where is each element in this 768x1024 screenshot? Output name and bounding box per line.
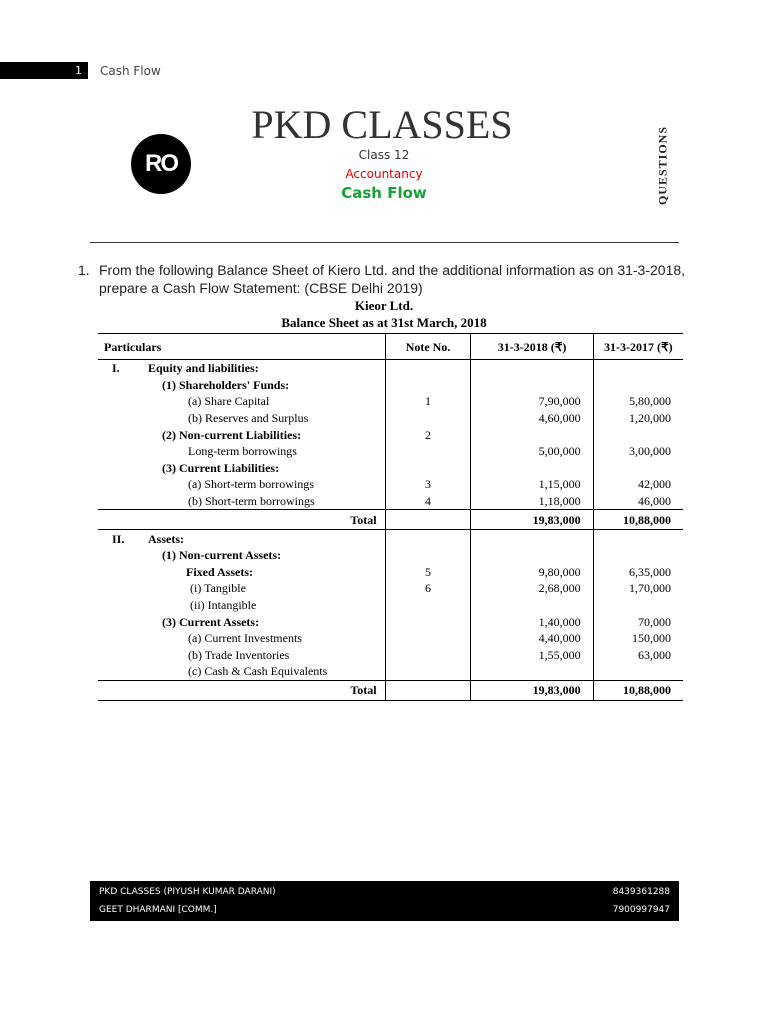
total-2018: 19,83,000: [471, 680, 593, 700]
particulars-cell: [98, 564, 385, 581]
section-heading-row: [98, 360, 683, 377]
footer-bar: [90, 881, 679, 921]
col-header-2017: 31-3-2017 (₹): [593, 334, 683, 360]
particulars-cell: [98, 443, 385, 460]
note-cell: [385, 597, 471, 614]
particulars-cell: [98, 493, 385, 510]
table-row: [98, 493, 683, 510]
question-text: From the following Balance Sheet of Kiero Ltd. and the additional information as on 31-3-2018, prepare a Cash Flow Statement: (CBSE Delhi 2019): [99, 262, 686, 296]
col-header-particulars: Particulars: [98, 334, 385, 360]
row-label: (b) Reserves and Surplus: [188, 411, 309, 426]
note-cell: [385, 547, 471, 564]
value-2017-cell: [593, 360, 683, 377]
particulars-cell: [98, 613, 385, 630]
value-2018-cell: 1,18,000: [471, 493, 593, 510]
table-row: [98, 663, 683, 680]
value-2018-cell: 1,40,000: [471, 613, 593, 630]
value-2018-cell: 2,68,000: [471, 580, 593, 597]
table-row: [98, 426, 683, 443]
particulars-cell: [98, 476, 385, 493]
particulars-cell: [98, 647, 385, 664]
row-label: (3) Current Assets:: [162, 614, 260, 629]
section-heading: Assets:: [148, 531, 184, 546]
note-cell: 6: [385, 580, 471, 597]
note-cell: [385, 630, 471, 647]
note-cell: [385, 530, 471, 547]
particulars-cell: [98, 393, 385, 410]
value-2018-cell: [471, 377, 593, 394]
value-2017-cell: 1,20,000: [629, 411, 671, 426]
value-2018-cell: 1,15,000: [471, 476, 593, 493]
topic-line: Cash Flow: [341, 184, 427, 202]
value-2017-cell: [593, 426, 683, 443]
value-2018-cell: 4,40,000: [471, 630, 593, 647]
footer-phone-1: 8439361288: [612, 887, 670, 897]
total-2017: 10,88,000: [593, 510, 683, 530]
total-row: [98, 510, 683, 530]
value-2017-cell: [593, 530, 683, 547]
row-label: (2) Non-current Liabilities:: [162, 427, 302, 442]
value-2018-cell: [471, 530, 593, 547]
col-header-2018: 31-3-2018 (₹): [471, 334, 593, 360]
balance-sheet-table: [98, 333, 683, 701]
value-2017-cell: 70,000: [638, 614, 671, 629]
row-label: (ii) Intangible: [190, 598, 257, 613]
value-2018-cell: [471, 597, 593, 614]
value-2017-cell: 46,000: [638, 494, 671, 509]
total-label: Total: [98, 680, 385, 700]
footer-left-line1: PKD CLASSES (PIYUSH KUMAR DARANI): [99, 887, 276, 897]
value-2018-cell: [471, 547, 593, 564]
row-label: (3) Current Liabilities:: [162, 460, 280, 475]
particulars-cell: [98, 580, 385, 597]
row-label: (a) Current Investments: [188, 631, 302, 646]
value-2017-cell: 5,80,000: [629, 394, 671, 409]
row-label: (c) Cash & Cash Equivalents: [188, 664, 328, 679]
value-2018-cell: [471, 426, 593, 443]
table-row: [98, 547, 683, 564]
note-cell: [385, 443, 471, 460]
row-label: Fixed Assets:: [186, 564, 253, 579]
class-line: Class 12: [358, 148, 410, 162]
row-label: (i) Tangible: [190, 581, 246, 596]
table-row: [98, 377, 683, 394]
row-label: Long-term borrowings: [188, 444, 297, 459]
particulars-cell: [98, 410, 385, 427]
note-cell: [385, 510, 471, 530]
note-cell: 5: [385, 564, 471, 581]
table-row: [98, 580, 683, 597]
particulars-cell: [98, 547, 385, 564]
subject-line: Accountancy: [345, 167, 423, 181]
value-2018-cell: 7,90,000: [471, 393, 593, 410]
table-row: [98, 393, 683, 410]
value-2018-cell: 5,00,000: [471, 443, 593, 460]
value-2017-cell: 63,000: [638, 647, 671, 662]
company-name: Kieor Ltd.: [354, 298, 414, 313]
note-cell: [385, 663, 471, 680]
note-cell: 4: [385, 493, 471, 510]
note-cell: [385, 613, 471, 630]
question-1: [78, 261, 688, 297]
section-heading-cell: [98, 530, 385, 547]
value-2018-cell: 4,60,000: [471, 410, 593, 427]
value-2017-cell: 42,000: [638, 477, 671, 492]
total-label: Total: [98, 510, 385, 530]
particulars-cell: [98, 597, 385, 614]
value-2017-cell: [593, 597, 683, 614]
particulars-cell: [98, 377, 385, 394]
particulars-cell: [98, 460, 385, 477]
note-cell: 2: [385, 426, 471, 443]
particulars-cell: [98, 630, 385, 647]
value-2017-cell: [593, 377, 683, 394]
note-cell: [385, 647, 471, 664]
table-row: [98, 476, 683, 493]
total-2018: 19,83,000: [471, 510, 593, 530]
table-row: [98, 564, 683, 581]
value-2017-cell: 3,00,000: [629, 444, 671, 459]
brand-name-text: PKD CLASSES: [251, 102, 513, 147]
table-row: [98, 443, 683, 460]
table-row: [98, 597, 683, 614]
page-number: 1: [75, 64, 82, 77]
value-2018-cell: [471, 360, 593, 377]
row-label: (1) Non-current Assets:: [162, 548, 282, 563]
footer-phone-2: 7900997947: [612, 905, 670, 915]
table-row: [98, 630, 683, 647]
note-cell: [385, 360, 471, 377]
value-2018-cell: 1,55,000: [471, 647, 593, 664]
row-label: (a) Short-term borrowings: [188, 477, 314, 492]
row-label: (b) Short-term borrowings: [188, 494, 315, 509]
header-title: Cash Flow: [100, 64, 161, 78]
value-2018-cell: [471, 663, 593, 680]
section-roman: II.: [112, 531, 125, 546]
footer-left-line2: GEET DHARMANI [COMM.]: [99, 905, 217, 915]
table-row: [98, 460, 683, 477]
col-header-note: Note No.: [385, 334, 471, 360]
section-heading: Equity and liabilities:: [148, 361, 259, 376]
value-2018-cell: [471, 460, 593, 477]
section-roman: I.: [112, 361, 120, 376]
row-label: (a) Share Capital: [188, 394, 270, 409]
value-2017-cell: [593, 460, 683, 477]
value-2017-cell: 150,000: [632, 631, 671, 646]
brand-name: [0, 101, 768, 148]
value-2017-cell: 6,35,000: [629, 564, 671, 579]
row-label: (b) Trade Inventories: [188, 647, 290, 662]
particulars-cell: [98, 426, 385, 443]
row-label: (1) Shareholders' Funds:: [162, 377, 290, 392]
total-2017: 10,88,000: [593, 680, 683, 700]
note-cell: 1: [385, 393, 471, 410]
particulars-cell: [98, 663, 385, 680]
total-row: [98, 680, 683, 700]
value-2017-cell: [593, 547, 683, 564]
table-row: [98, 647, 683, 664]
value-2017-cell: 1,70,000: [629, 581, 671, 596]
brand-logo: RO: [131, 134, 191, 194]
value-2017-cell: [593, 663, 683, 680]
question-number: 1.: [78, 262, 90, 278]
table-header-row: [98, 334, 683, 360]
note-cell: [385, 410, 471, 427]
value-2018-cell: 9,80,000: [471, 564, 593, 581]
section-heading-cell: [98, 360, 385, 377]
note-cell: [385, 680, 471, 700]
table-row: [98, 410, 683, 427]
section-heading-row: [98, 530, 683, 547]
note-cell: [385, 377, 471, 394]
note-cell: 3: [385, 476, 471, 493]
table-row: [98, 613, 683, 630]
header-divider: [90, 242, 679, 243]
note-cell: [385, 460, 471, 477]
side-label: QUESTIONS: [655, 125, 670, 206]
balance-sheet-title: Balance Sheet as at 31st March, 2018: [281, 315, 487, 330]
